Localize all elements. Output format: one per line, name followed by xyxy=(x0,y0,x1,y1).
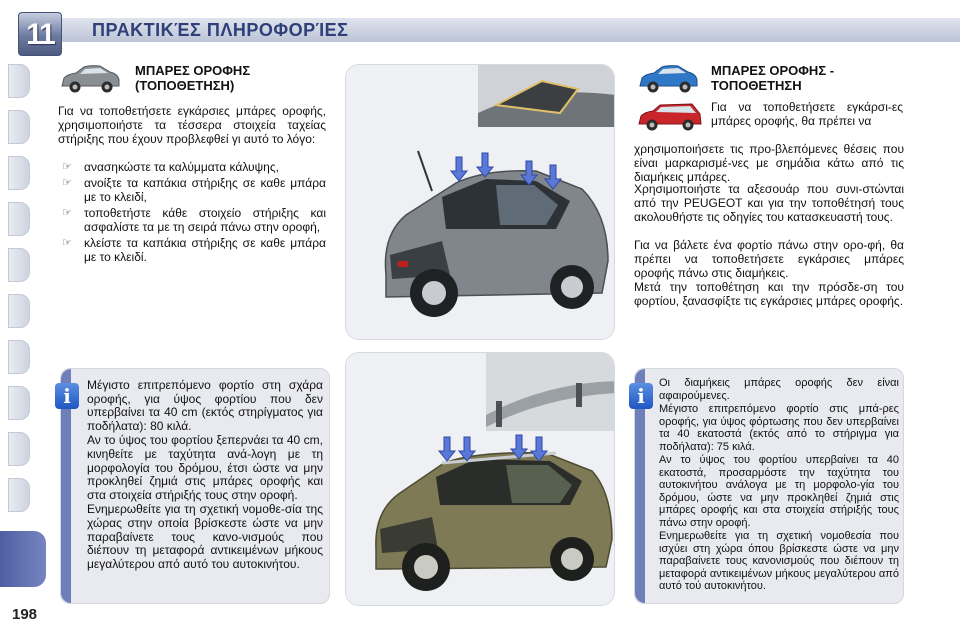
info-box-load-limits xyxy=(60,368,330,604)
info-paragraph: Μέγιστο επιτρεπόμενο φορτίο στη σχάρα οροφής, για ύψος φορτίου που δεν υπερβαίνει τα 40 cm (εκτός στηρίγματος για ποδήλατα): 80 κιλά. xyxy=(87,378,323,433)
info-paragraph: Αν το ύψος του φορτίου ξεπερνάει τα 40 cm, κινηθείτε με ταχύτητα ανά-λογη με τη μορφολογία του δρόμου, έτσι ώστε να μην προκληθεί ζημιά στις μπάρες οροφής και στα στοιχεία στήριξής τους στην οροφή. xyxy=(87,433,323,502)
chapter-number-badge: 11 xyxy=(18,12,62,56)
instruction-list xyxy=(58,160,326,266)
chapter-tab[interactable] xyxy=(8,248,30,282)
right-paragraph-1-start xyxy=(711,100,903,140)
info-box-text xyxy=(659,377,899,594)
section-title-line: ΜΠΑΡΕΣ ΟΡΟΦΗΣ - xyxy=(711,63,835,78)
info-paragraph: Ενημερωθείτε για τη σχετική νομοθεσία που ισχύει στη χώρα όπου βρίσκεστε ώστε να μην παραβαίνετε τους κανονισμούς που διέπουν τη μεταφορά αντικειμένων μήκους μεγαλύτερου από αυτό τού αυτοκινήτου. xyxy=(659,530,899,592)
chapter-tab[interactable] xyxy=(8,478,30,512)
chapter-tab[interactable] xyxy=(8,294,30,328)
chapter-tab[interactable] xyxy=(8,340,30,374)
info-icon: i xyxy=(629,383,653,409)
list-item xyxy=(58,236,326,264)
info-paragraph: Οι διαμήκεις μπάρες οροφής δεν είναι αφαιρούμενες. xyxy=(659,377,899,402)
right-paragraph-2: Χρησιμοποιήστε τα αξεσουάρ που συνι-στώνται από την PEUGEOT και για την τοποθέτησή τους ακολουθήστε τις οδηγίες του κατασκευαστή τους. xyxy=(634,182,904,224)
list-item-text: κλείστε τα καπάκια στήριξης σε καθε μπάρα με το κλειδί. xyxy=(84,236,326,264)
chapter-tab-strip xyxy=(0,56,40,616)
info-box-text xyxy=(87,379,323,572)
blue-hatchback-car-icon xyxy=(636,62,700,96)
list-item-text: τοποθετήστε κάθε στοιχείο στήριξης και ασφαλίστε τα με τη σειρά πάνω στην οροφή, xyxy=(84,206,326,234)
red-estate-car-icon xyxy=(636,100,704,134)
right-paragraph-4: Μετά την τοποθέτηση και την πρόσδε-ση του φορτίου, ξανασφίξτε τις εγκάρσιες μπάρες οροφής. xyxy=(634,280,904,308)
hatchback-roof-illustration xyxy=(346,65,615,340)
estate-roof-illustration xyxy=(346,353,615,606)
pointing-hand-icon: ☞ xyxy=(62,177,72,189)
section-title-line: ΜΠΑΡΕΣ ΟΡΟΦΗΣ xyxy=(135,63,251,78)
photo-estate-longitudinal-bars xyxy=(345,352,615,606)
info-icon: i xyxy=(55,383,79,409)
right-paragraph-1-continued: χρησιμοποιήσετε τις προ-βλεπόμενες θέσεις που είναι μαρκαρισμέ-νες με σημάδια κάτω από τις διαμήκεις μπάρες. xyxy=(634,142,904,184)
info-box-longitudinal-bars xyxy=(634,368,904,604)
list-item xyxy=(58,206,326,234)
section-title-line: ΤΟΠΟΘΕΤΗΣΗ xyxy=(711,78,802,93)
right-paragraph-3: Για να βάλετε ένα φορτίο πάνω στην ορο-φή, θα πρέπει να τοποθετήσετε εγκάρσιες μπάρες οροφής πάνω στις διαμήκεις. xyxy=(634,238,904,280)
chapter-tab[interactable] xyxy=(8,110,30,144)
page-number: 198 xyxy=(12,606,38,623)
info-paragraph: Μέγιστο επιτρεπόμενο φορτίο στις μπά-ρες οροφής, για ύψος φόρτωσης που δεν υπερβαίνει τα 40 εκατοστά (εκτός από το στήριγμα για ποδήλατα): 75 κιλά. xyxy=(659,403,899,453)
pointing-hand-icon: ☞ xyxy=(62,237,72,249)
section-title-roof-bars-estate xyxy=(711,63,834,93)
list-item-text: ανοίξτε τα καπάκια στήριξης σε καθε μπάρα με το κλειδί, xyxy=(84,176,326,204)
page-title: ΠΡΑΚΤΙΚΈΣ ΠΛΗΡΟΦΟΡΊΕΣ xyxy=(92,20,349,40)
right-paragraph-1: Για να τοποθετήσετε εγκάρσι-ες μπάρες οροφής, θα πρέπει να xyxy=(711,100,903,128)
chapter-tab[interactable] xyxy=(8,386,30,420)
list-item xyxy=(58,176,326,204)
chapter-tab[interactable] xyxy=(8,202,30,236)
info-paragraph: Αν το ύψος του φορτίου υπερβαίνει τα 40 εκατοστά, προσαρμόστε την ταχύτητα του αυτοκινήτου ανάλογα με τη μορφολο-γία του δρόμου, ώστε να μην προκληθεί ζημιά στις μπάρες οροφής και στα στοιχεία στήριξής τους πάνω στην οροφή. xyxy=(659,454,899,529)
intro-paragraph: Για να τοποθετήσετε εγκάρσιες μπάρες οροφής, χρησιμοποιήστε τα τέσσερα στοιχεία ταχείας στήριξης που έχουν προβλεφθεί γι αυτό το λόγο: xyxy=(58,104,326,146)
chapter-tab[interactable] xyxy=(8,64,30,98)
list-item-text: ανασηκώστε τα καλύμματα κάλυψης, xyxy=(84,160,279,174)
chapter-tab-active[interactable] xyxy=(0,531,46,587)
chapter-tab[interactable] xyxy=(8,432,30,466)
pointing-hand-icon: ☞ xyxy=(62,161,72,173)
photo-hatchback-roof-mounts xyxy=(345,64,615,340)
info-paragraph: Ενημερωθείτε για τη σχετική νομοθε-σία της χώρας στην οποία βρίσκεστε ώστε να μην παραβαίνετε τους κανο-νισμούς που διέπουν τη μεταφορά αντικειμένων μήκους μεγαλύτερου από αυτό του αυτοκινήτου. xyxy=(87,502,323,571)
chapter-tab[interactable] xyxy=(8,156,30,190)
section-title-line: (ΤΟΠΟΘΕΤΗΣΗ) xyxy=(135,78,235,93)
section-title-roof-bars-fitting xyxy=(135,63,250,93)
list-item xyxy=(58,160,326,174)
pointing-hand-icon: ☞ xyxy=(62,207,72,219)
grey-hatchback-car-icon xyxy=(58,62,122,96)
